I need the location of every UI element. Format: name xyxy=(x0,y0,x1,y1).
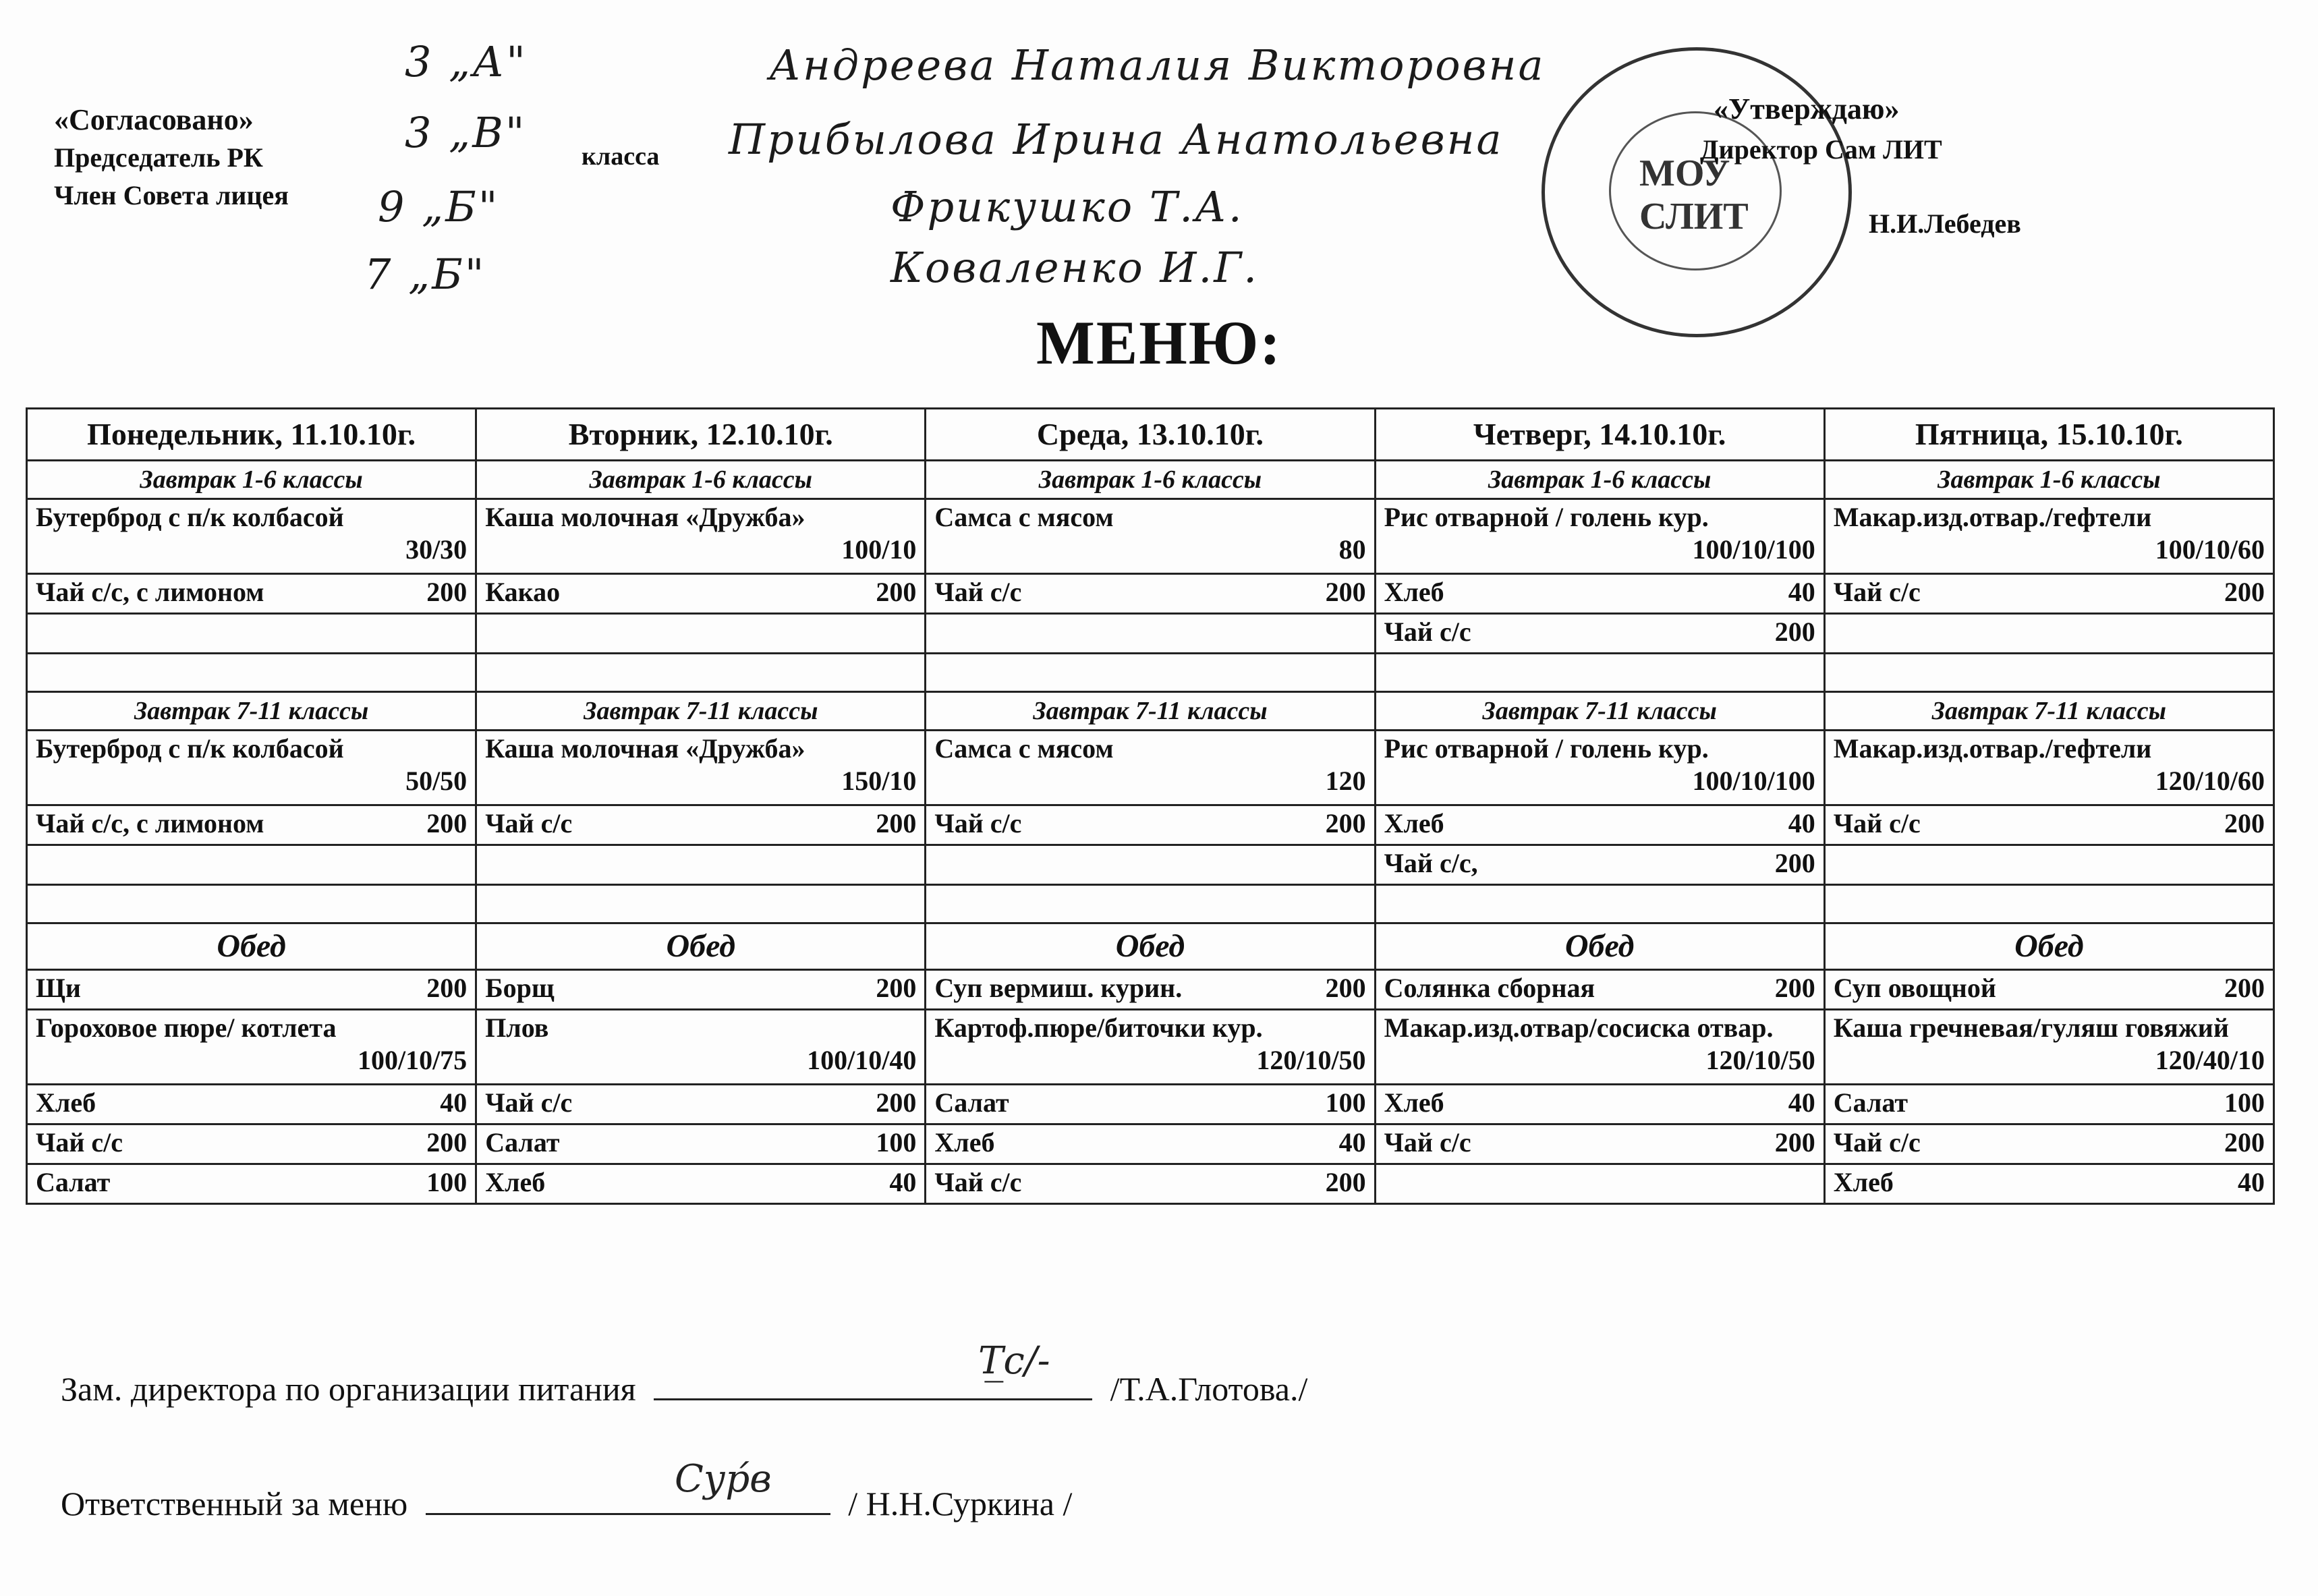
lunch-header-row xyxy=(27,923,2274,970)
dish-portion: 120/40/10 xyxy=(2155,1045,2265,1075)
menu-item-cell xyxy=(1824,574,2273,614)
spacer-row xyxy=(27,654,2274,692)
breakfast-1-6-row-cell: Завтрак 1-6 классы xyxy=(476,461,926,499)
dish-name: Рис отварной / голень кур. xyxy=(1384,502,1709,532)
dish-portion: 200 xyxy=(2224,1127,2265,1158)
breakfast-1-6-item-row xyxy=(27,574,2274,614)
dish-portion: 200 xyxy=(1774,973,1815,1003)
handwritten-class-3: 9 „Б" xyxy=(378,182,500,231)
council-member-label: Член Совета лицея xyxy=(54,180,289,210)
menu-item-cell xyxy=(926,614,1375,654)
menu-item-cell xyxy=(27,1010,476,1085)
menu-item-cell xyxy=(27,805,476,845)
dish-portion: 100 xyxy=(1325,1087,1366,1118)
dish-name: Чай с/с xyxy=(1833,808,1921,838)
menu-item-cell xyxy=(1824,499,2273,574)
dish-name: Макар.изд.отвар/сосиска отвар. xyxy=(1384,1013,1774,1043)
menu-item-cell xyxy=(1824,731,2273,805)
menu-item-cell xyxy=(1824,1010,2273,1085)
day-header-row-cell: Среда, 13.10.10г. xyxy=(926,409,1375,461)
menu-item-cell xyxy=(27,1124,476,1164)
day-header-row-cell: Понедельник, 11.10.10г. xyxy=(27,409,476,461)
menu-item-cell xyxy=(1824,805,2273,845)
class-label: класса xyxy=(582,142,660,171)
dish-name: Картоф.пюре/биточки кур. xyxy=(934,1013,1263,1043)
breakfast-1-6-row-cell: Завтрак 1-6 классы xyxy=(27,461,476,499)
menu-item-cell xyxy=(27,614,476,654)
menu-item-cell xyxy=(476,614,926,654)
dish-name: Какао xyxy=(485,577,561,607)
dish-portion: 120/10/50 xyxy=(1705,1045,1815,1075)
dish-portion: 40 xyxy=(889,1167,917,1197)
empty-cell xyxy=(926,654,1375,692)
dish-name: Чай с/с xyxy=(934,808,1022,838)
lunch-item-row xyxy=(27,1164,2274,1204)
dish-name: Суп вермиш. курин. xyxy=(934,973,1183,1003)
lunch-header-row-cell: Обед xyxy=(1824,923,2273,970)
menu-item-cell xyxy=(476,970,926,1010)
menu-item-cell xyxy=(476,1124,926,1164)
menu-item-cell xyxy=(476,574,926,614)
dish-portion: 200 xyxy=(1325,973,1366,1003)
menu-item-cell xyxy=(926,499,1375,574)
lunch-item-row xyxy=(27,1085,2274,1124)
menu-item-cell xyxy=(476,805,926,845)
dish-name: Чай с/с xyxy=(485,808,573,838)
breakfast-7-11-row-cell: Завтрак 7-11 классы xyxy=(1824,692,2273,731)
menu-item-cell xyxy=(1375,499,1824,574)
dish-portion: 50/50 xyxy=(405,766,468,796)
dish-name: Чай с/с xyxy=(934,577,1022,607)
dish-name: Чай с/с, с лимоном xyxy=(36,577,264,607)
dish-portion: 200 xyxy=(1774,1127,1815,1158)
breakfast-1-6-item-row xyxy=(27,614,2274,654)
dish-portion: 100/10/60 xyxy=(2155,534,2265,565)
dish-portion: 40 xyxy=(1788,808,1815,838)
responsible-label: Ответственный за меню xyxy=(61,1485,408,1522)
handwritten-name-4: Коваленко И.Г. xyxy=(891,243,1259,292)
footer-line-deputy xyxy=(61,1369,1307,1408)
director-name: Н.И.Лебедев xyxy=(1869,208,2021,239)
dish-portion: 200 xyxy=(1325,1167,1366,1197)
menu-item-cell xyxy=(1824,970,2273,1010)
dish-name: Чай с/с xyxy=(934,1167,1022,1197)
dish-name: Плов xyxy=(485,1013,549,1043)
menu-item-cell xyxy=(1824,1124,2273,1164)
dish-portion: 40 xyxy=(440,1087,468,1118)
deputy-label: Зам. директора по организации питания xyxy=(61,1370,636,1408)
responsible-signature-line xyxy=(426,1513,830,1515)
dish-name: Солянка сборная xyxy=(1384,973,1595,1003)
handwritten-name-3: Фрикушко Т.А. xyxy=(891,182,1244,231)
day-header-row-cell: Пятница, 15.10.10г. xyxy=(1824,409,2273,461)
empty-cell xyxy=(1375,885,1824,923)
menu-item-cell xyxy=(1375,574,1824,614)
lunch-header-row-cell: Обед xyxy=(926,923,1375,970)
director-label: Директор Сам ЛИТ xyxy=(1700,134,1942,165)
menu-item-cell xyxy=(27,499,476,574)
day-header-row-cell: Четверг, 14.10.10г. xyxy=(1375,409,1824,461)
dish-name: Хлеб xyxy=(1384,1087,1444,1118)
dish-portion: 200 xyxy=(2224,973,2265,1003)
dish-name: Салат xyxy=(1833,1087,1909,1118)
breakfast-1-6-row-cell: Завтрак 1-6 классы xyxy=(1375,461,1824,499)
menu-item-cell xyxy=(476,731,926,805)
breakfast-1-6-row-cell: Завтрак 1-6 классы xyxy=(926,461,1375,499)
menu-item-cell xyxy=(476,499,926,574)
lunch-item-row xyxy=(27,970,2274,1010)
dish-portion: 200 xyxy=(1325,577,1366,607)
dish-name: Каша гречневая/гуляш говяжий xyxy=(1833,1013,2229,1043)
breakfast-7-11-item-row xyxy=(27,845,2274,885)
dish-name: Чай с/с xyxy=(1384,617,1471,647)
dish-name: Макар.изд.отвар./гефтели xyxy=(1833,733,2152,764)
dish-name: Макар.изд.отвар./гефтели xyxy=(1833,502,2152,532)
dish-name: Каша молочная «Дружба» xyxy=(485,502,805,532)
handwritten-class-1: 3 „А" xyxy=(405,37,528,86)
handwritten-name-1: Андреева Наталия Викторовна xyxy=(769,40,1546,90)
dish-name: Каша молочная «Дружба» xyxy=(485,733,805,764)
dish-portion: 40 xyxy=(1338,1127,1366,1158)
deputy-name: /Т.А.Глотова./ xyxy=(1110,1370,1308,1408)
dish-portion: 150/10 xyxy=(841,766,917,796)
dish-name: Щи xyxy=(36,973,81,1003)
menu-item-cell xyxy=(476,845,926,885)
dish-portion: 100/10/40 xyxy=(807,1045,917,1075)
menu-item-cell xyxy=(1824,1085,2273,1124)
handwritten-class-2: 3 „В" xyxy=(405,108,527,157)
lunch-header-row-cell: Обед xyxy=(27,923,476,970)
menu-item-cell xyxy=(476,1010,926,1085)
menu-item-cell xyxy=(27,845,476,885)
agreed-heading: «Согласовано» xyxy=(54,103,254,136)
menu-item-cell xyxy=(1375,1010,1824,1085)
empty-cell xyxy=(1375,654,1824,692)
dish-portion: 200 xyxy=(876,577,917,607)
dish-portion: 200 xyxy=(876,808,917,838)
breakfast-7-11-item-row xyxy=(27,731,2274,805)
responsible-name: / Н.Н.Суркина / xyxy=(848,1485,1073,1522)
dish-name: Салат xyxy=(485,1127,560,1158)
breakfast-7-11-row-cell: Завтрак 7-11 классы xyxy=(476,692,926,731)
empty-cell xyxy=(1824,885,2273,923)
approval-block-right xyxy=(1700,89,2021,244)
dish-name: Чай с/с xyxy=(1833,1127,1921,1158)
menu-item-cell xyxy=(1824,1164,2273,1204)
dish-name: Хлеб xyxy=(36,1087,96,1118)
empty-cell xyxy=(926,885,1375,923)
breakfast-1-6-row-cell: Завтрак 1-6 классы xyxy=(1824,461,2273,499)
dish-portion: 100/10 xyxy=(841,534,917,565)
menu-item-cell xyxy=(27,574,476,614)
dish-name: Салат xyxy=(934,1087,1009,1118)
responsible-signature: Сур́в xyxy=(675,1457,772,1501)
dish-portion: 200 xyxy=(426,577,468,607)
dish-portion: 120 xyxy=(1325,766,1366,796)
dish-name: Бутерброд с п/к колбасой xyxy=(36,733,344,764)
menu-item-cell xyxy=(1375,845,1824,885)
empty-cell xyxy=(1824,654,2273,692)
dish-portion: 200 xyxy=(1774,617,1815,647)
menu-item-cell xyxy=(1375,1085,1824,1124)
dish-portion: 200 xyxy=(426,973,468,1003)
dish-name: Хлеб xyxy=(1384,577,1444,607)
menu-item-cell xyxy=(27,731,476,805)
dish-name: Гороховое пюре/ котлета xyxy=(36,1013,337,1043)
dish-portion: 100/10/100 xyxy=(1692,534,1815,565)
menu-item-cell xyxy=(476,1164,926,1204)
dish-portion: 40 xyxy=(2238,1167,2265,1197)
dish-portion: 120/10/50 xyxy=(1256,1045,1366,1075)
menu-item-cell xyxy=(926,1010,1375,1085)
dish-portion: 80 xyxy=(1338,534,1366,565)
dish-portion: 200 xyxy=(426,1127,468,1158)
dish-portion: 100 xyxy=(876,1127,917,1158)
dish-name: Хлеб xyxy=(1384,808,1444,838)
menu-title: МЕНЮ: xyxy=(1036,308,1282,377)
lunch-item-row xyxy=(27,1124,2274,1164)
dish-name: Чай с/с xyxy=(485,1087,573,1118)
breakfast-7-11-row-cell: Завтрак 7-11 классы xyxy=(1375,692,1824,731)
dish-portion: 100 xyxy=(2224,1087,2265,1118)
empty-cell xyxy=(476,885,926,923)
breakfast-7-11-row-cell: Завтрак 7-11 классы xyxy=(27,692,476,731)
menu-item-cell xyxy=(1375,1164,1824,1204)
dish-name: Чай с/с xyxy=(1384,1127,1471,1158)
dish-name: Бутерброд с п/к колбасой xyxy=(36,502,344,532)
breakfast-1-6-row xyxy=(27,461,2274,499)
approval-block-left xyxy=(54,101,289,215)
dish-name: Чай с/с xyxy=(36,1127,123,1158)
dish-portion: 200 xyxy=(876,1087,917,1118)
dish-portion: 100/10/75 xyxy=(357,1045,468,1075)
dish-name: Борщ xyxy=(485,973,555,1003)
dish-portion: 200 xyxy=(2224,577,2265,607)
dish-portion: 40 xyxy=(1788,1087,1815,1118)
menu-item-cell xyxy=(27,970,476,1010)
footer-line-responsible xyxy=(61,1484,1072,1523)
menu-item-cell xyxy=(1375,614,1824,654)
menu-table-body xyxy=(27,409,2274,1204)
dish-name: Суп овощной xyxy=(1833,973,1996,1003)
menu-item-cell xyxy=(27,1085,476,1124)
dish-portion: 30/30 xyxy=(405,534,468,565)
menu-item-cell xyxy=(926,1085,1375,1124)
day-header-row xyxy=(27,409,2274,461)
breakfast-7-11-item-row xyxy=(27,805,2274,845)
stamp-text: МОУ СЛИТ xyxy=(1639,152,1749,237)
dish-name: Хлеб xyxy=(485,1167,546,1197)
menu-item-cell xyxy=(1824,845,2273,885)
menu-item-cell xyxy=(476,1085,926,1124)
dish-portion: 100 xyxy=(426,1167,468,1197)
menu-item-cell xyxy=(1375,970,1824,1010)
dish-portion: 200 xyxy=(426,808,468,838)
dish-name: Самса с мясом xyxy=(934,502,1114,532)
dish-portion: 200 xyxy=(2224,808,2265,838)
lunch-header-row-cell: Обед xyxy=(476,923,926,970)
menu-item-cell xyxy=(27,1164,476,1204)
deputy-signature-line xyxy=(654,1398,1092,1400)
menu-table xyxy=(26,407,2275,1205)
dish-name: Чай с/с xyxy=(1833,577,1921,607)
lunch-item-row xyxy=(27,1010,2274,1085)
menu-item-cell xyxy=(1375,805,1824,845)
menu-item-cell xyxy=(926,731,1375,805)
breakfast-7-11-row-cell: Завтрак 7-11 классы xyxy=(926,692,1375,731)
dish-name: Чай с/с, xyxy=(1384,848,1478,878)
day-header-row-cell: Вторник, 12.10.10г. xyxy=(476,409,926,461)
dish-portion: 200 xyxy=(876,973,917,1003)
dish-portion: 120/10/60 xyxy=(2155,766,2265,796)
dish-name: Чай с/с, с лимоном xyxy=(36,808,264,838)
dish-portion: 200 xyxy=(1325,808,1366,838)
breakfast-1-6-item-row xyxy=(27,499,2274,574)
menu-item-cell xyxy=(926,845,1375,885)
dish-name: Салат xyxy=(36,1167,111,1197)
dish-portion: 40 xyxy=(1788,577,1815,607)
empty-cell xyxy=(27,885,476,923)
menu-item-cell xyxy=(926,1164,1375,1204)
menu-item-cell xyxy=(926,1124,1375,1164)
dish-portion: 100/10/100 xyxy=(1692,766,1815,796)
dish-name: Хлеб xyxy=(1833,1167,1894,1197)
spacer-row xyxy=(27,885,2274,923)
handwritten-class-4: 7 „Б" xyxy=(364,250,486,299)
dish-portion: 200 xyxy=(1774,848,1815,878)
empty-cell xyxy=(27,654,476,692)
menu-item-cell xyxy=(926,574,1375,614)
lunch-header-row-cell: Обед xyxy=(1375,923,1824,970)
menu-item-cell xyxy=(926,970,1375,1010)
breakfast-7-11-row xyxy=(27,692,2274,731)
chairman-label: Председатель РК xyxy=(54,142,263,173)
handwritten-name-2: Прибылова Ирина Анатольевна xyxy=(729,115,1504,164)
dish-name: Самса с мясом xyxy=(934,733,1114,764)
empty-cell xyxy=(476,654,926,692)
deputy-signature: Т̲с/- xyxy=(978,1339,1050,1383)
menu-item-cell xyxy=(1375,1124,1824,1164)
menu-item-cell xyxy=(1824,614,2273,654)
menu-item-cell xyxy=(926,805,1375,845)
menu-item-cell xyxy=(1375,731,1824,805)
dish-name: Рис отварной / голень кур. xyxy=(1384,733,1709,764)
approve-heading: «Утверждаю» xyxy=(1714,92,1900,125)
dish-name: Хлеб xyxy=(934,1127,995,1158)
